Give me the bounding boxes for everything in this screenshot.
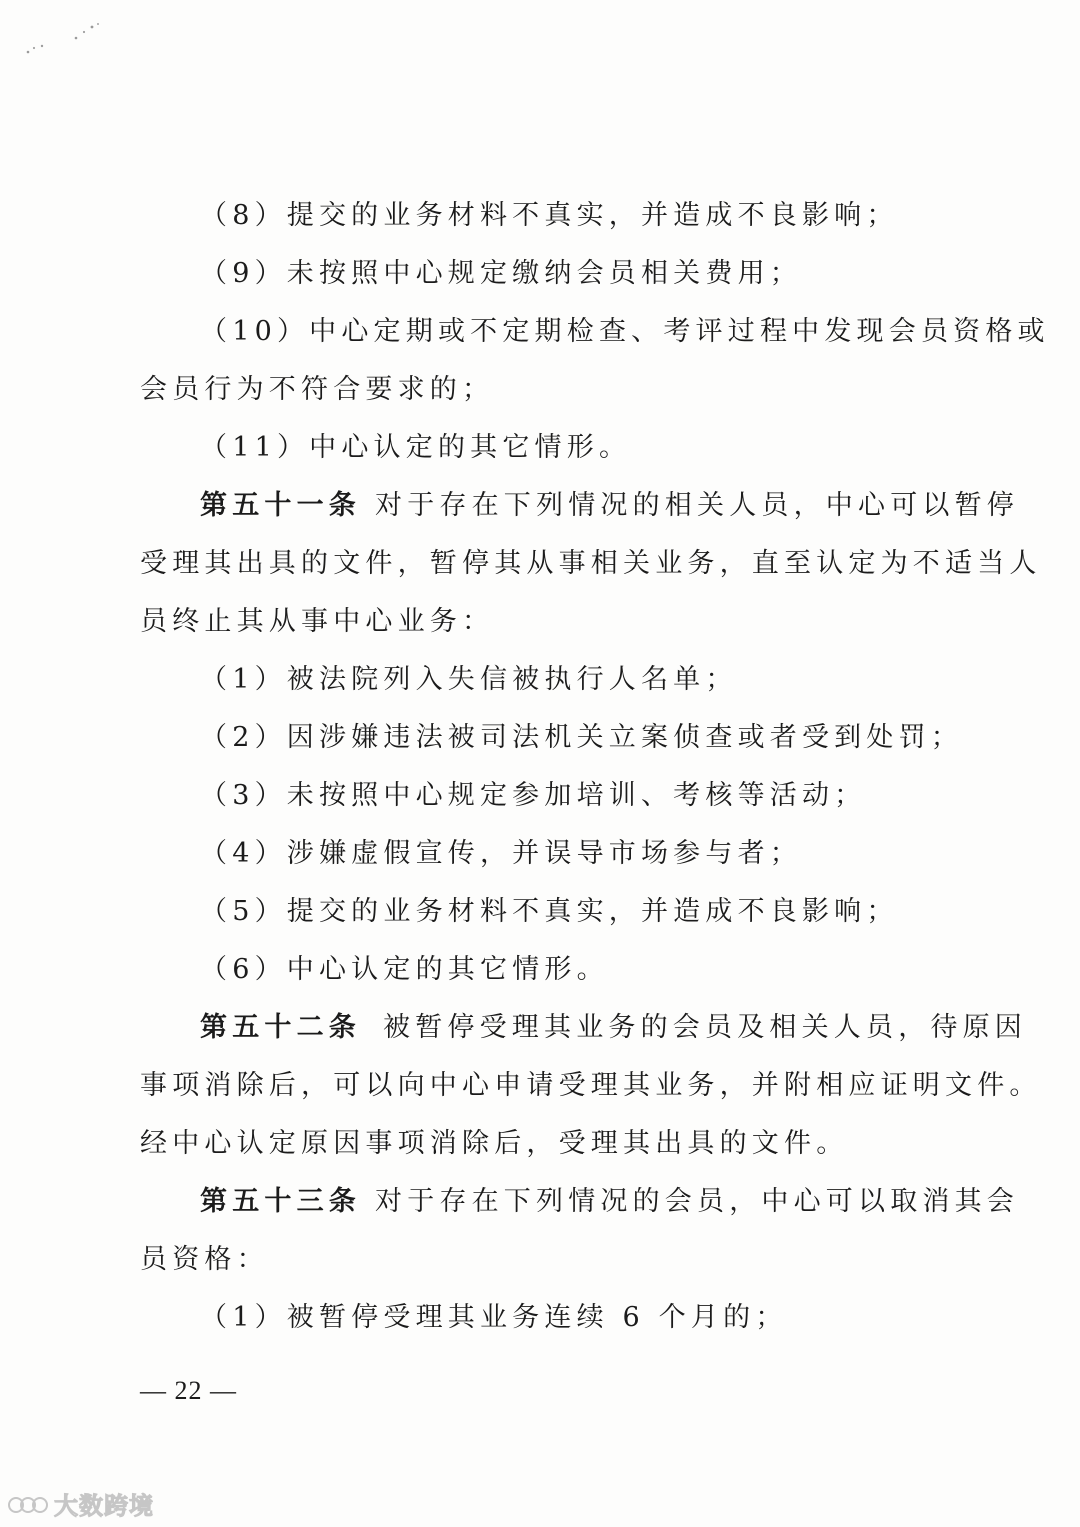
article-53-item-1: （1）被暂停受理其业务连续 6 个月的； — [200, 1302, 788, 1333]
article-51-text-1: 对于存在下列情况的相关人员，中心可以暂停 — [375, 490, 1019, 521]
page-number: — 22 — — [140, 1376, 237, 1405]
article-52-title: 第五十二条 — [200, 1012, 361, 1043]
article-51-line-3: 员终止其从事中心业务： — [140, 606, 495, 637]
list-item-9: （9）未按照中心规定缴纳会员相关费用； — [200, 258, 802, 289]
article-51-item-4: （4）涉嫌虚假宣传，并误导市场参与者； — [200, 838, 802, 869]
article-53-line-1 — [200, 1182, 1019, 1222]
article-51-item-6: （6）中心认定的其它情形。 — [200, 954, 609, 985]
list-item-10-line-2: 会员行为不符合要求的； — [140, 374, 495, 405]
list-item-8: （8）提交的业务材料不真实，并造成不良影响； — [200, 200, 899, 231]
article-51-item-1: （1）被法院列入失信被执行人名单； — [200, 664, 738, 695]
article-53-text-1: 对于存在下列情况的会员，中心可以取消其会 — [375, 1186, 1019, 1217]
article-51-line-2: 受理其出具的文件，暂停其从事相关业务，直至认定为不适当人 — [140, 548, 1042, 579]
article-51-title: 第五十一条 — [200, 490, 361, 521]
article-53-title: 第五十三条 — [200, 1186, 361, 1217]
article-51-item-5: （5）提交的业务材料不真实，并造成不良影响； — [200, 896, 899, 927]
list-item-11: （11）中心认定的其它情形。 — [200, 432, 632, 463]
watermark-logo-icon — [6, 1489, 50, 1519]
article-51-item-3: （3）未按照中心规定参加培训、考核等活动； — [200, 780, 867, 811]
article-53-line-2: 员资格： — [140, 1244, 269, 1275]
article-52-line-1 — [200, 1008, 1027, 1048]
watermark — [6, 1486, 154, 1521]
watermark-text: 大数跨境 — [54, 1492, 154, 1520]
article-51-item-2: （2）因涉嫌违法被司法机关立案侦查或者受到处罚； — [200, 722, 963, 753]
article-52-line-2: 事项消除后，可以向中心申请受理其业务，并附相应证明文件。 — [140, 1070, 1042, 1101]
article-52-line-3: 经中心认定原因事项消除后，受理其出具的文件。 — [140, 1128, 849, 1159]
list-item-10-line-1: （10）中心定期或不定期检查、考评过程中发现会员资格或 — [200, 316, 1050, 347]
article-52-text-1: 被暂停受理其业务的会员及相关人员，待原因 — [383, 1012, 1027, 1043]
article-51-line-1 — [200, 486, 1019, 526]
scan-speck-marks — [20, 18, 110, 68]
